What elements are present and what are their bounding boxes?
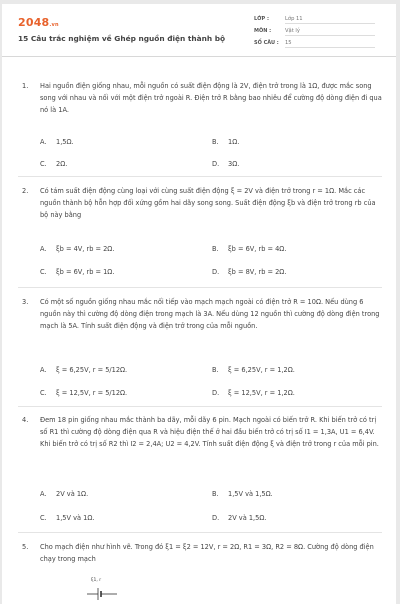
question-number: 1. (22, 82, 29, 90)
option-2d[interactable]: D. ξb = 8V, rb = 2Ω. (212, 268, 287, 276)
question-text: Cho mạch điện như hình vẽ. Trong đó ξ1 = ξ2 = 12V, r = 2Ω, R1 = 3Ω, R2 = 8Ω. Cường độ dòng điện chạy trong mạch (40, 543, 374, 563)
question-4 (18, 414, 382, 450)
option-2b[interactable]: B. ξb = 6V, rb = 4Ω. (212, 245, 287, 253)
meta-label-count: SỐ CÂU : (254, 40, 279, 46)
circuit-diagram (87, 578, 117, 600)
meta-value-count: 15 (285, 40, 375, 48)
meta-label-class: LỚP : (254, 16, 269, 22)
question-number: 4. (22, 416, 29, 424)
question-number: 2. (22, 187, 29, 195)
option-1b[interactable]: B. 1Ω. (212, 138, 240, 146)
question-2 (18, 185, 382, 221)
question-divider (18, 406, 382, 407)
question-divider (18, 176, 382, 177)
site-logo[interactable]: 2048.vn (18, 16, 59, 29)
question-5 (18, 541, 382, 565)
option-4d[interactable]: D. 2V và 1,5Ω. (212, 514, 267, 522)
option-4a[interactable]: A. 2V và 1Ω. (40, 490, 89, 498)
meta-value-subject: Vật lý (285, 28, 375, 36)
question-number: 3. (22, 298, 29, 306)
question-text: Đem 18 pin giống nhau mắc thành ba dãy, mỗi dãy 6 pin. Mạch ngoài có biến trở R. Khi biến trở có trị số R1 thì cường độ dòng điện qua R và hiệu điện thế ở hai đầu biến trở có trị số I1 = 1,3A, U1 = 6,4V. Khi biến trở có trị số R2 thì I2 = 2,4A; U2 = 4,2V. Tính suất điện động ξ và điện trở trong r của mỗi pin. (40, 416, 379, 448)
option-1d[interactable]: D. 3Ω. (212, 160, 240, 168)
question-divider (18, 287, 382, 288)
question-divider (18, 532, 382, 533)
option-4b[interactable]: B. 1,5V và 1,5Ω. (212, 490, 273, 498)
question-3 (18, 296, 382, 332)
document-header (2, 4, 396, 57)
document-title: 15 Câu trắc nghiệm về Ghép nguồn điện thành bộ (18, 34, 226, 43)
question-text: Hai nguồn điện giống nhau, mỗi nguồn có suất điện động là 2V, điện trở trong là 1Ω, được mắc song song với nhau và nối với một điện trở ngoài R. Điện trở R bằng bao nhiêu để cường độ dòng điện đi qua nó là 1A. (40, 82, 382, 114)
option-2a[interactable]: A. ξb = 4V, rb = 2Ω. (40, 245, 115, 253)
meta-value-class: Lớp 11 (285, 16, 375, 24)
option-2c[interactable]: C. ξb = 6V, rb = 1Ω. (40, 268, 115, 276)
question-text: Có một số nguồn giống nhau mắc nối tiếp vào mạch mạch ngoài có điện trở R = 10Ω. Nếu dùng 6 nguồn này thì cường độ dòng điện trong mạch là 3A. Nếu dùng 12 nguồn thì cường độ dòng điện trong mạch là 5A. Tính suất điện động và điện trở trong của mỗi nguồn. (40, 298, 380, 330)
document-page (2, 4, 396, 604)
option-3b[interactable]: B. ξ = 6,25V, r = 1,2Ω. (212, 366, 295, 374)
option-4c[interactable]: C. 1,5V và 1Ω. (40, 514, 95, 522)
option-3a[interactable]: A. ξ = 6,25V, r = 5/12Ω. (40, 366, 128, 374)
option-1c[interactable]: C. 2Ω. (40, 160, 68, 168)
option-3d[interactable]: D. ξ = 12,5V, r = 1,2Ω. (212, 389, 295, 397)
option-1a[interactable]: A. 1,5Ω. (40, 138, 74, 146)
option-3c[interactable]: C. ξ = 12,5V, r = 5/12Ω. (40, 389, 128, 397)
question-number: 5. (22, 543, 29, 551)
battery-symbol-icon (87, 584, 117, 604)
question-1 (18, 80, 382, 116)
circuit-source-label: ξ1, r (91, 578, 102, 583)
question-text: Có tám suất điện động cùng loại với cùng suất điện động ξ = 2V và điện trở trong r = 1Ω. Mắc các nguồn thành bộ hỗn hợp đối xứng gồm hai dãy song song. Suất điện động ξb và điện trở trong rb của bộ này bằng (40, 187, 376, 219)
meta-label-subject: MÔN : (254, 28, 272, 34)
